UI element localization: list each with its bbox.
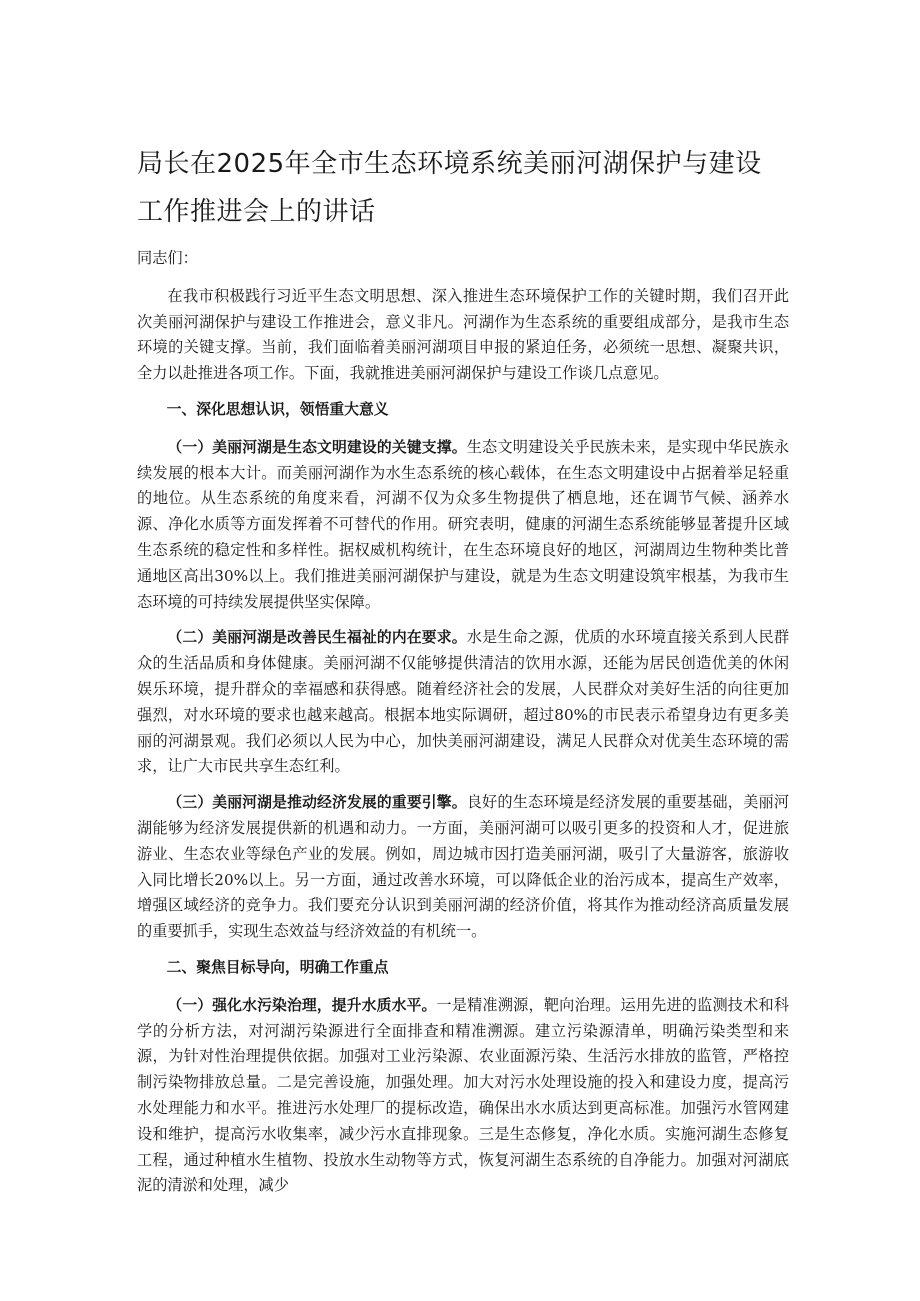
intro-paragraph: 在我市积极践行习近平生态文明思想、深入推进生态环境保护工作的关键时期，我们召开此次美丽河湖保护与建设工作推进会，意义非凡。河湖作为生态系统的重要组成部分，是我市生态环境的关键支撑。当前，我们面临着美丽河湖项目申报的紧迫任务，必须统一思想、凝聚共识，全力以赴推进各项工作。下面，我就推进美丽河湖保护与建设工作谈几点意见。 [137, 286, 789, 383]
paragraph-1-2 [137, 625, 789, 780]
paragraph-text: 水是生命之源，优质的水环境直接关系到人民群众的生活品质和身体健康。美丽河湖不仅能够提供清洁的饮用水源，还能为居民创造优美的休闲娱乐环境，提升群众的幸福感和获得感。随着经济社会的发展，人民群众对美好生活的向往更加强烈，对水环境的要求也越来越高。根据本地实际调研，超过80%的市民表示希望身边有更多美丽的河湖景观。我们必须以人民为中心，加快美丽河湖建设，满足人民群众对优美生态环境的需求，让广大市民共享生态红利。 [137, 628, 789, 776]
document-body [137, 246, 789, 1209]
paragraph-lead: （一）强化水污染治理，提升水质水平。 [167, 996, 437, 1014]
section-heading-2: 二、聚焦目标导向，明确工作重点 [166, 958, 389, 976]
paragraph-lead: （三）美丽河湖是推动经济发展的重要引擎。 [167, 794, 467, 812]
document-title: 局长在2025年全市生态环境系统美丽河湖保护与建设工作推进会上的讲话 [137, 149, 762, 227]
paragraph-1-1 [137, 435, 789, 616]
paragraph-text: 一是精准溯源，靶向治理。运用先进的监测技术和科学的分析方法，对河湖污染源进行全面排查和精准溯源。建立污染源清单，明确污染类型和来源，为针对性治理提供依据。加强对工业污染源、农业面源污染、生活污水排放的监管，严格控制污染物排放总量。二是完善设施，加强处理。加大对污水处理设施的投入和建设力度，提高污水处理能力和水平。推进污水处理厂的提标改造，确保出水水质达到更高标准。加强污水管网建设和维护，提高污水收集率，减少污水直排现象。三是生态修复，净化水质。实施河湖生态修复工程，通过种植水生植物、投放水生动物等方式，恢复河湖生态系统的自净能力。加强对河湖底泥的清淤和处理，减少 [137, 995, 789, 1195]
paragraph-lead: （一）美丽河湖是生态文明建设的关键支撑。 [167, 438, 467, 456]
paragraph-text: 生态文明建设关乎民族未来，是实现中华民族永续发展的根本大计。而美丽河湖作为水生态系统的核心载体，在生态文明建设中占据着举足轻重的地位。从生态系统的角度来看，河湖不仅为众多生物提供了栖息地，还在调节气候、涵养水源、净化水质等方面发挥着不可替代的作用。研究表明，健康的河湖生态系统能够显著提升区域生态系统的稳定性和多样性。据权威机构统计，在生态环境良好的地区，河湖周边生物种类比普通地区高出30%以上。我们推进美丽河湖保护与建设，就是为生态文明建设筑牢根基，为我市生态环境的可持续发展提供坚实保障。 [137, 437, 789, 611]
section-heading-1: 一、深化思想认识，领悟重大意义 [166, 400, 389, 418]
salutation: 同志们： [137, 249, 198, 267]
paragraph-lead: （二）美丽河湖是改善民生福祉的内在要求。 [167, 629, 467, 647]
paragraph-2-1 [137, 993, 789, 1199]
paragraph-1-3 [137, 790, 789, 945]
paragraph-text: 良好的生态环境是经济发展的重要基础，美丽河湖能够为经济发展提供新的机遇和动力。一方面，美丽河湖可以吸引更多的投资和人才，促进旅游业、生态农业等绿色产业的发展。例如，周边城市因打造美丽河湖，吸引了大量游客，旅游收入同比增长20%以上。另一方面，通过改善水环境，可以降低企业的治污成本，提高生产效率，增强区域经济的竞争力。我们要充分认识到美丽河湖的经济价值，将其作为推动经济高质量发展的重要抓手，实现生态效益与经济效益的有机统一。 [137, 793, 789, 941]
